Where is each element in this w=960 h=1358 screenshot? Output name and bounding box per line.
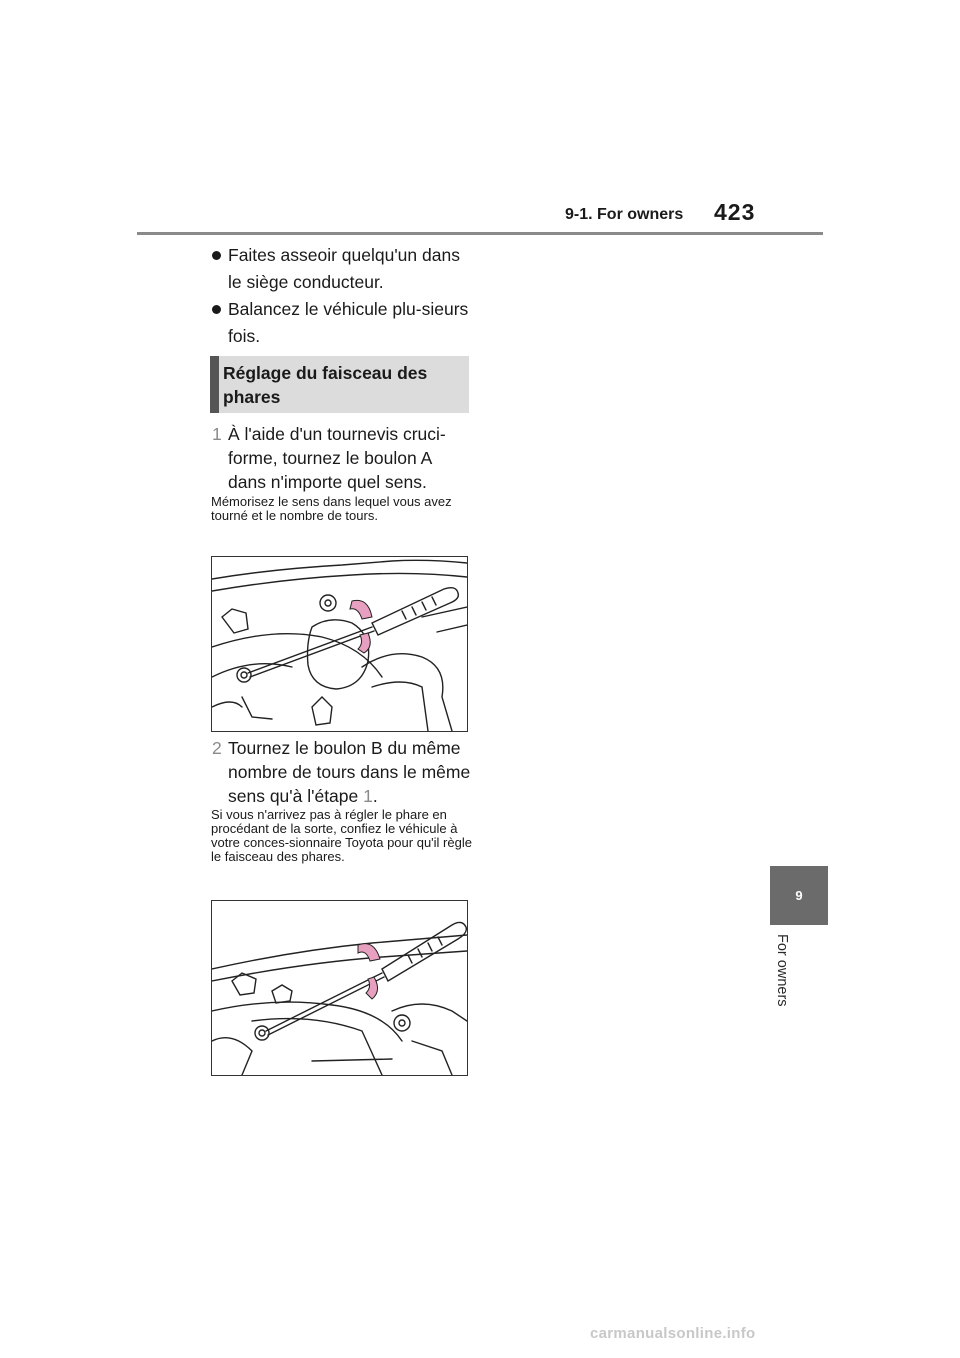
chapter-tab-label xyxy=(772,934,790,1024)
illustration-bolt-b xyxy=(211,900,468,1076)
step-reference: 1 xyxy=(363,786,373,806)
page-number: 423 xyxy=(714,199,756,225)
section-title: Réglage du faisceau des phares xyxy=(223,363,428,407)
bullet-text: Balancez le véhicule plu-sieurs fois. xyxy=(228,299,469,346)
section-header-box xyxy=(210,356,469,413)
step-text-wrap xyxy=(212,736,474,808)
step-text: Tournez le boulon B du même nombre de tours dans le même sens qu'à l'étape xyxy=(228,738,471,806)
bullet-item-1 xyxy=(212,242,472,296)
step-number: 2 xyxy=(212,738,222,758)
headlight-bolt-b-drawing xyxy=(212,901,467,1075)
section-heading: 9-1. For owners xyxy=(565,206,684,223)
headlight-bolt-a-drawing xyxy=(212,557,467,731)
bullet-dot-icon xyxy=(212,251,221,260)
step-2 xyxy=(212,736,474,808)
chapter-tab xyxy=(770,866,828,925)
step-1-note: Mémorisez le sens dans lequel vous avez tourné et le nombre de tours. xyxy=(211,494,452,523)
section-accent-bar xyxy=(210,356,219,413)
chapter-label-text: For owners xyxy=(774,934,790,1007)
bullet-dot-icon xyxy=(212,305,221,314)
step-text: À l'aide d'un tournevis cruci-forme, tournez le boulon A dans n'importe quel sens. xyxy=(228,424,446,492)
header-divider xyxy=(137,232,823,235)
watermark: carmanualsonline.info xyxy=(590,1325,756,1342)
illustration-bolt-a xyxy=(211,556,468,732)
step-1 xyxy=(212,422,474,494)
bullet-text: Faites asseoir quelqu'un dans le siège conducteur. xyxy=(228,245,460,292)
step-number: 1 xyxy=(212,424,222,444)
bullet-item-2 xyxy=(212,296,472,350)
step-text-end: . xyxy=(372,786,378,806)
chapter-number: 9 xyxy=(795,888,803,903)
step-2-note: Si vous n'arrivez pas à régler le phare en procédant de la sorte, confiez le véhicule à votre conces-sionnaire Toyota pour qu'il règle le faisceau des phares. xyxy=(211,807,472,864)
